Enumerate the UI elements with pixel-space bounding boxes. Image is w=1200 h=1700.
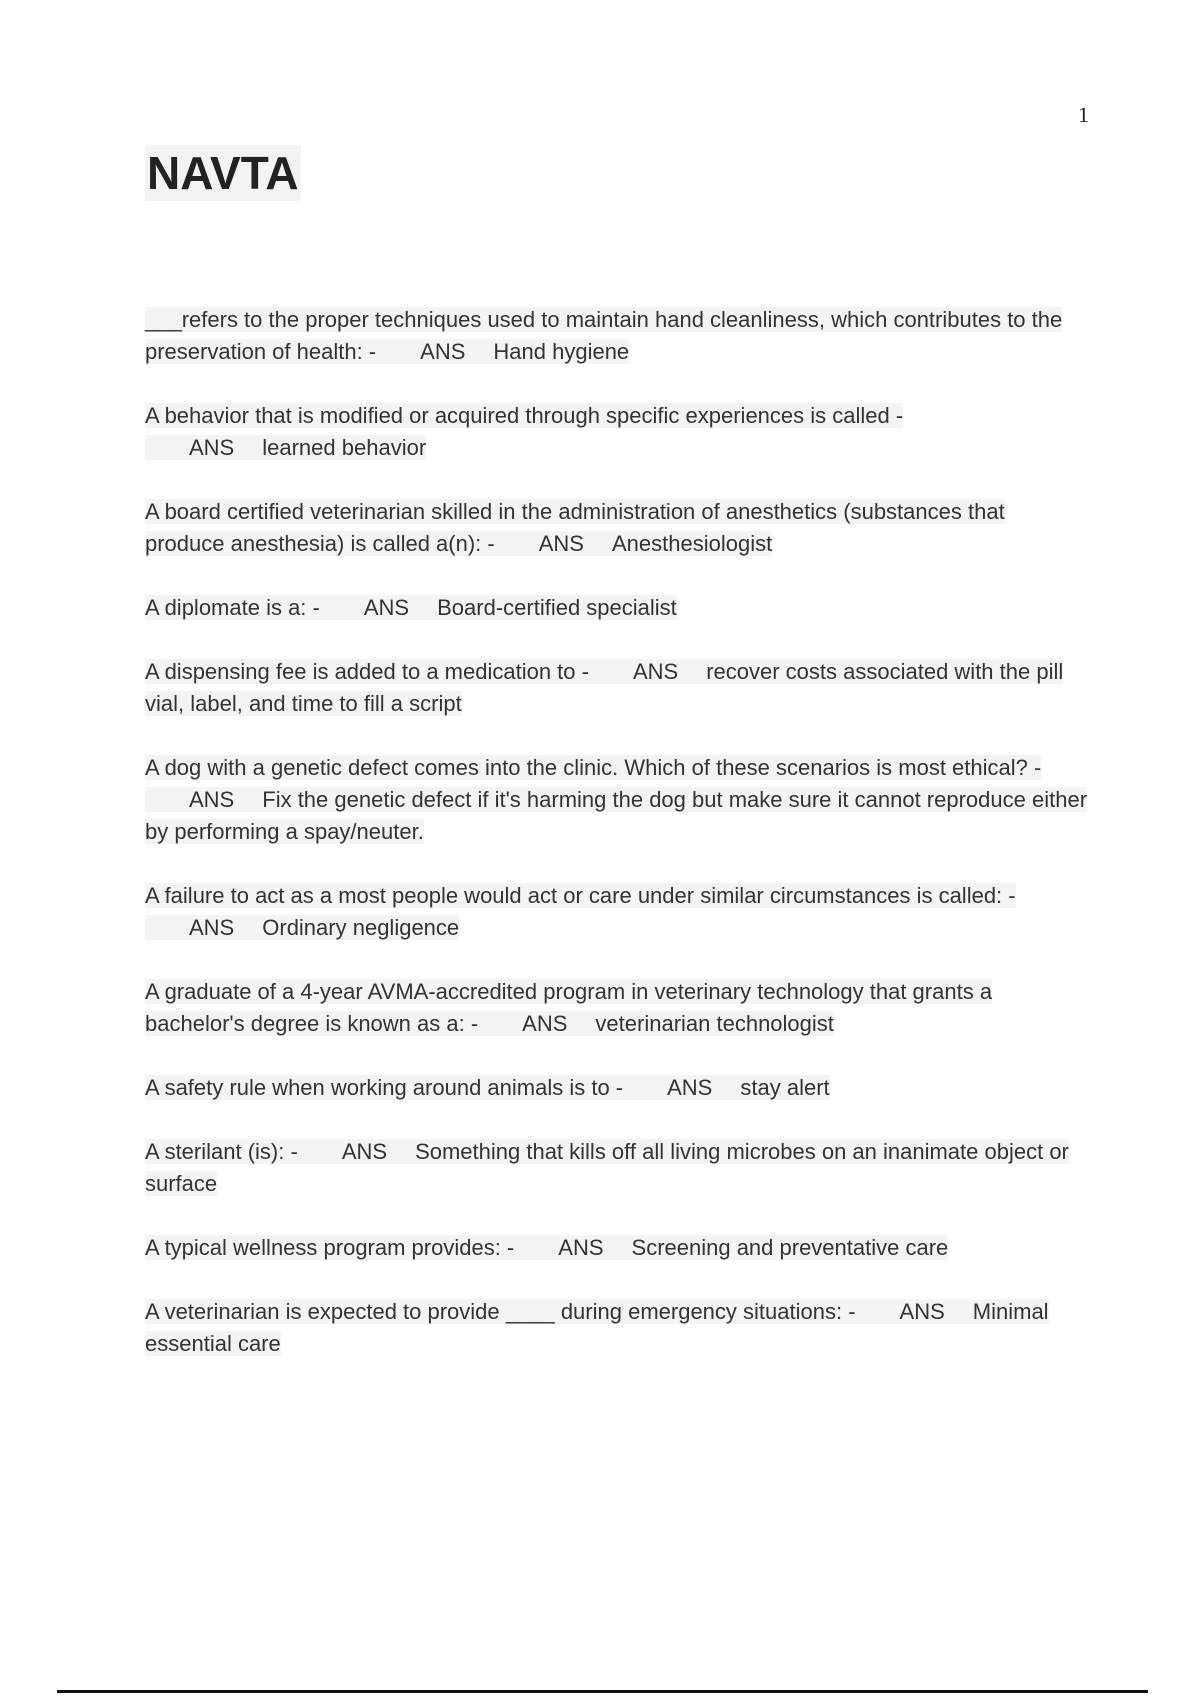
ans-label: ANS: [538, 531, 584, 556]
question-text: A sterilant (is): -: [145, 1139, 298, 1164]
qa-item: [145, 304, 1090, 368]
question-text: ___refers to the proper techniques used to maintain hand cleanliness, which contributes to the preservation of health: -: [145, 307, 1063, 364]
ans-label: ANS: [189, 915, 235, 940]
question-text: A board certified veterinarian skilled in the administration of anesthetics (substances that produce anesthesia) is called a(n): -: [145, 499, 1005, 556]
ans-label: ANS: [420, 339, 466, 364]
answer-text: Hand hygiene: [493, 339, 630, 364]
answer-text: Board-certified specialist: [437, 595, 677, 620]
answer-text: Minimal essential care: [145, 1299, 1049, 1356]
ans-label: ANS: [522, 1011, 568, 1036]
qa-item: [145, 592, 1090, 624]
question-text: A failure to act as a most people would act or care under similar circumstances is called: -: [145, 883, 1016, 908]
qa-item: [145, 1136, 1090, 1200]
question-text: A diplomate is a: -: [145, 595, 320, 620]
ans-label: ANS: [189, 787, 235, 812]
question-text: A behavior that is modified or acquired through specific experiences is called -: [145, 403, 904, 428]
question-text: A typical wellness program provides: -: [145, 1235, 515, 1260]
answer-text: veterinarian technologist: [595, 1011, 834, 1036]
qa-item: [145, 656, 1090, 720]
question-text: A dog with a genetic defect comes into the clinic. Which of these scenarios is most ethical? -: [145, 755, 1042, 780]
answer-text: stay alert: [740, 1075, 830, 1100]
question-text: A safety rule when working around animals is to -: [145, 1075, 624, 1100]
qa-item: [145, 976, 1090, 1040]
qa-list: [145, 304, 1090, 1392]
qa-item: [145, 496, 1090, 560]
qa-item: [145, 400, 1090, 464]
qa-item: [145, 1232, 1090, 1264]
qa-item: [145, 880, 1090, 944]
answer-text: learned behavior: [262, 435, 427, 460]
answer-text: Fix the genetic defect if it's harming the dog but make sure it cannot reproduce either by performing a spay/neuter.: [145, 787, 1088, 844]
footer-divider: [57, 1690, 1148, 1693]
qa-item: [145, 1072, 1090, 1104]
answer-text: Something that kills off all living microbes on an inanimate object or surface: [145, 1139, 1069, 1196]
ans-label: ANS: [558, 1235, 604, 1260]
answer-text: Screening and preventative care: [631, 1235, 949, 1260]
answer-text: recover costs associated with the pill vial, label, and time to fill a script: [145, 659, 1064, 716]
ans-label: ANS: [189, 435, 235, 460]
answer-text: Ordinary negligence: [262, 915, 460, 940]
question-text: A dispensing fee is added to a medication to -: [145, 659, 589, 684]
page-number: 1: [1078, 102, 1089, 127]
question-text: A veterinarian is expected to provide ____ during emergency situations: -: [145, 1299, 856, 1324]
ans-label: ANS: [899, 1299, 945, 1324]
answer-text: Anesthesiologist: [611, 531, 773, 556]
ans-label: ANS: [632, 659, 679, 684]
question-text: A graduate of a 4-year AVMA-accredited program in veterinary technology that grants a bachelor's degree is known as a: -: [145, 979, 993, 1036]
ans-label: ANS: [363, 595, 410, 620]
qa-item: [145, 1296, 1090, 1360]
ans-label: ANS: [341, 1139, 388, 1164]
document-title: NAVTA: [147, 147, 299, 199]
ans-label: ANS: [667, 1075, 713, 1100]
qa-item: [145, 752, 1090, 848]
